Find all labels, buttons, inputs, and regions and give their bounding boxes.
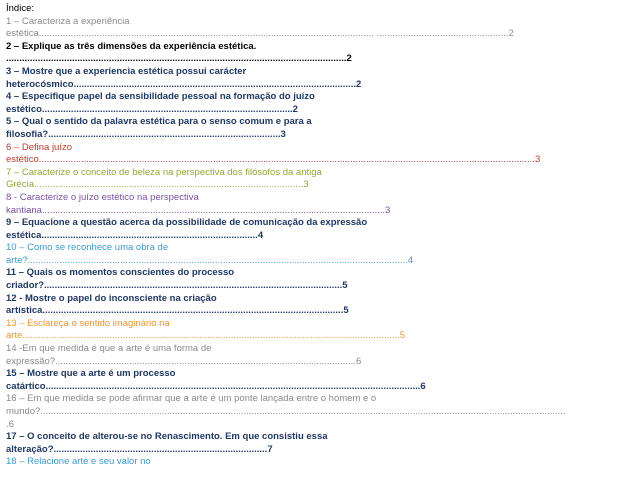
toc-entry[interactable]	[6, 267, 636, 292]
toc-entry-line: 2 – Explique as três dimensões da experiência estética.	[6, 40, 257, 52]
toc-entry-line: 16 – Em que medida se pode afirmar que a arte é um ponte lançada entre o homem e o	[6, 393, 377, 405]
toc-entry[interactable]	[6, 431, 636, 456]
toc-entry-line: catártico..............................................................................................................................................6	[6, 380, 426, 392]
toc-entry-line: kantiana..................................................................................................................................3	[6, 204, 391, 216]
toc-entry-line: 15 – Mostre que a arte é um processo	[6, 368, 176, 380]
toc-entry[interactable]	[6, 142, 636, 167]
toc-entry-line: 18 – Relacione arte e seu valor no	[6, 456, 151, 468]
toc-entry-line: 17 – O conceito de alterou-se no Renascimento. Em que consistiu essa	[6, 431, 328, 443]
toc-entry[interactable]	[6, 456, 636, 469]
toc-heading: Índice:	[6, 3, 34, 14]
toc-entry[interactable]	[6, 368, 636, 393]
toc-entry-line: estético............................................................................................................................................................................................3	[6, 154, 541, 166]
toc-entry-line: 13 – Esclareça o sentido imaginário na	[6, 317, 170, 329]
toc-entry-line: 12 - Mostre o papel do inconsciente na criação	[6, 292, 217, 304]
toc-entry-line: 7 – Caracterize o conceito de beleza na perspectiva dos filósofos da antiga	[6, 166, 322, 178]
toc-entry-line: arte?................................................................................................................................................4	[6, 254, 414, 266]
toc-entry[interactable]	[6, 16, 636, 41]
toc-entry-line: 10 – Como se reconhece uma obra de	[6, 242, 169, 254]
toc-entry[interactable]	[6, 217, 636, 242]
toc-entry-line: artística..................................................................................................................5	[6, 305, 349, 317]
toc-entry-line: estético...............................................................................................2	[6, 103, 298, 115]
toc-entry-line: heterocósmico...........................................................................................................2	[6, 78, 362, 90]
toc-entry-line: .6	[6, 418, 14, 430]
toc-entry[interactable]	[6, 343, 636, 368]
toc-entry[interactable]	[6, 66, 636, 91]
toc-entry[interactable]	[6, 293, 636, 318]
toc-entry-line: 5 – Qual o sentido da palavra estética para o senso comum e para a	[6, 116, 312, 128]
toc-entry[interactable]	[6, 242, 636, 267]
toc-entry-line: filosofia?........................................................................................3	[6, 128, 286, 140]
toc-entry[interactable]	[6, 318, 636, 343]
toc-entry-line: 3 – Mostre que a experiencia estética possui carácter	[6, 65, 247, 77]
toc-entry[interactable]	[6, 91, 636, 116]
toc-entry-line: 14 -Em que medida é que a arte é uma forma de	[6, 343, 212, 355]
toc-entry[interactable]	[6, 116, 636, 141]
toc-entry[interactable]	[6, 167, 636, 192]
toc-entry-line: 8 - Caracterize o juízo estético na perspectiva	[6, 191, 199, 203]
toc-entry-line: 1 – Caracteriza a experiência	[6, 15, 130, 27]
toc-entry-line: 6 – Defina juízo	[6, 141, 73, 153]
toc-entry-line: 11 – Quais os momentos conscientes do processo	[6, 267, 235, 279]
toc-entry-line: alteração?.................................................................................7	[6, 443, 273, 455]
toc-entry[interactable]	[6, 393, 636, 431]
toc-entry-line: 9 – Equacione a questão acerca da possibilidade de comunicação da expressão	[6, 217, 368, 229]
toc-entry-line: estética..................................................................................4	[6, 229, 264, 241]
toc-entry-line: Grécia......................................................................................................3	[6, 179, 309, 191]
toc-entry-line: criador?.................................................................................................................5	[6, 280, 348, 292]
toc-entry-line: expressão?..................................................................................................................6	[6, 355, 362, 367]
table-of-contents	[6, 3, 636, 469]
toc-entry-line: mundo?.......................................................................................................................................................................................................	[6, 406, 566, 417]
toc-entry[interactable]	[6, 192, 636, 217]
toc-entry-line: estética............................................................................................................................... ..................................................2	[6, 28, 514, 40]
toc-entry-line: .................................................................................................................................2	[6, 53, 352, 65]
toc-entry[interactable]	[6, 41, 636, 66]
toc-entries	[6, 16, 636, 469]
toc-entry-line: 4 – Especifique papel da sensibilidade pessoal na formação do juízo	[6, 91, 315, 103]
toc-entry-line: arte...............................................................................................................................................5	[6, 330, 406, 342]
